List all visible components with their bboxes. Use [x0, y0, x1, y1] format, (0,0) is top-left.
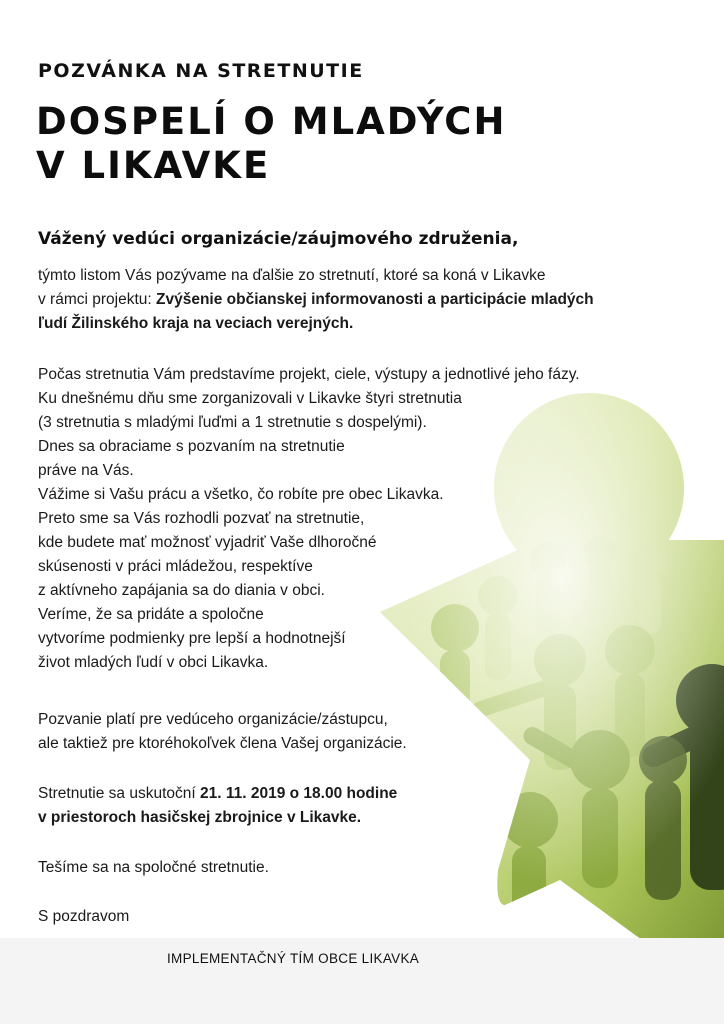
body-line: Dnes sa obraciame s pozvaním na stretnutie: [38, 438, 345, 455]
body-line: Ku dnešnému dňu sme zorganizovali v Likavke štyri stretnutia: [38, 390, 462, 407]
body-line: kde budete mať možnosť vyjadriť Vaše dlhoročné: [38, 534, 377, 551]
meeting-place: v priestoroch hasičskej zbrojnice v Likavke.: [38, 809, 362, 826]
intro-line: [38, 288, 594, 312]
body-paragraph: [38, 363, 580, 675]
regards-line: S pozdravom: [38, 908, 130, 925]
body-line: z aktívneho zapájania sa do diania v obci.: [38, 582, 325, 599]
intro-prefix: v rámci projektu:: [38, 291, 157, 308]
body-line: Vážime si Vašu prácu a všetko, čo robíte pre obec Likavka.: [38, 486, 444, 503]
body-line: Počas stretnutia Vám predstavíme projekt, ciele, výstupy a jednotlivé jeho fázy.: [38, 366, 580, 383]
meeting-prefix: Stretnutie sa uskutoční: [38, 785, 200, 802]
title-line-2: V LIKAVKE: [36, 144, 271, 187]
validity-paragraph: [38, 708, 407, 756]
body-line: Veríme, že sa pridáte a spoločne: [38, 606, 264, 623]
project-name-cont: ľudí Žilinského kraja na veciach verejných.: [38, 315, 354, 332]
meeting-datetime: 21. 11. 2019 o 18.00 hodine: [199, 785, 398, 802]
validity-line: ale taktiež pre ktoréhokoľvek člena Vašej organizácie.: [38, 735, 407, 752]
validity-line: Pozvanie platí pre vedúceho organizácie/zástupcu,: [38, 711, 388, 728]
invitation-kicker: POZVÁNKA NA STRETNUTIE: [38, 60, 364, 82]
project-name: Zvýšenie občianskej informovanosti a participácie mladých: [156, 291, 594, 308]
body-line: skúsenosti v práci mládežou, respektíve: [38, 558, 313, 575]
page-title: [36, 100, 506, 188]
intro-line: týmto listom Vás pozývame na ďalšie zo stretnutí, ktoré sa koná v Likavke: [38, 267, 546, 284]
intro-paragraph: [38, 264, 594, 336]
body-line: práve na Vás.: [38, 462, 134, 479]
body-line: (3 stretnutia s mladými ľuďmi a 1 stretnutie s dospelými).: [38, 414, 427, 431]
meeting-paragraph: [38, 782, 397, 830]
team-signature: IMPLEMENTAČNÝ TÍM OBCE LIKAVKA: [167, 951, 420, 966]
body-line: Preto sme sa Vás rozhodli pozvať na stretnutie,: [38, 510, 365, 527]
meeting-line: [38, 782, 397, 806]
title-line-1: DOSPELÍ O MLADÝCH: [36, 100, 507, 143]
salutation: Vážený vedúci organizácie/záujmového združenia,: [38, 229, 519, 249]
body-line: život mladých ľudí v obci Likavka.: [38, 654, 269, 671]
closing-line: Tešíme sa na spoločné stretnutie.: [38, 859, 269, 876]
body-line: vytvoríme podmienky pre lepší a hodnotnejší: [38, 630, 346, 647]
